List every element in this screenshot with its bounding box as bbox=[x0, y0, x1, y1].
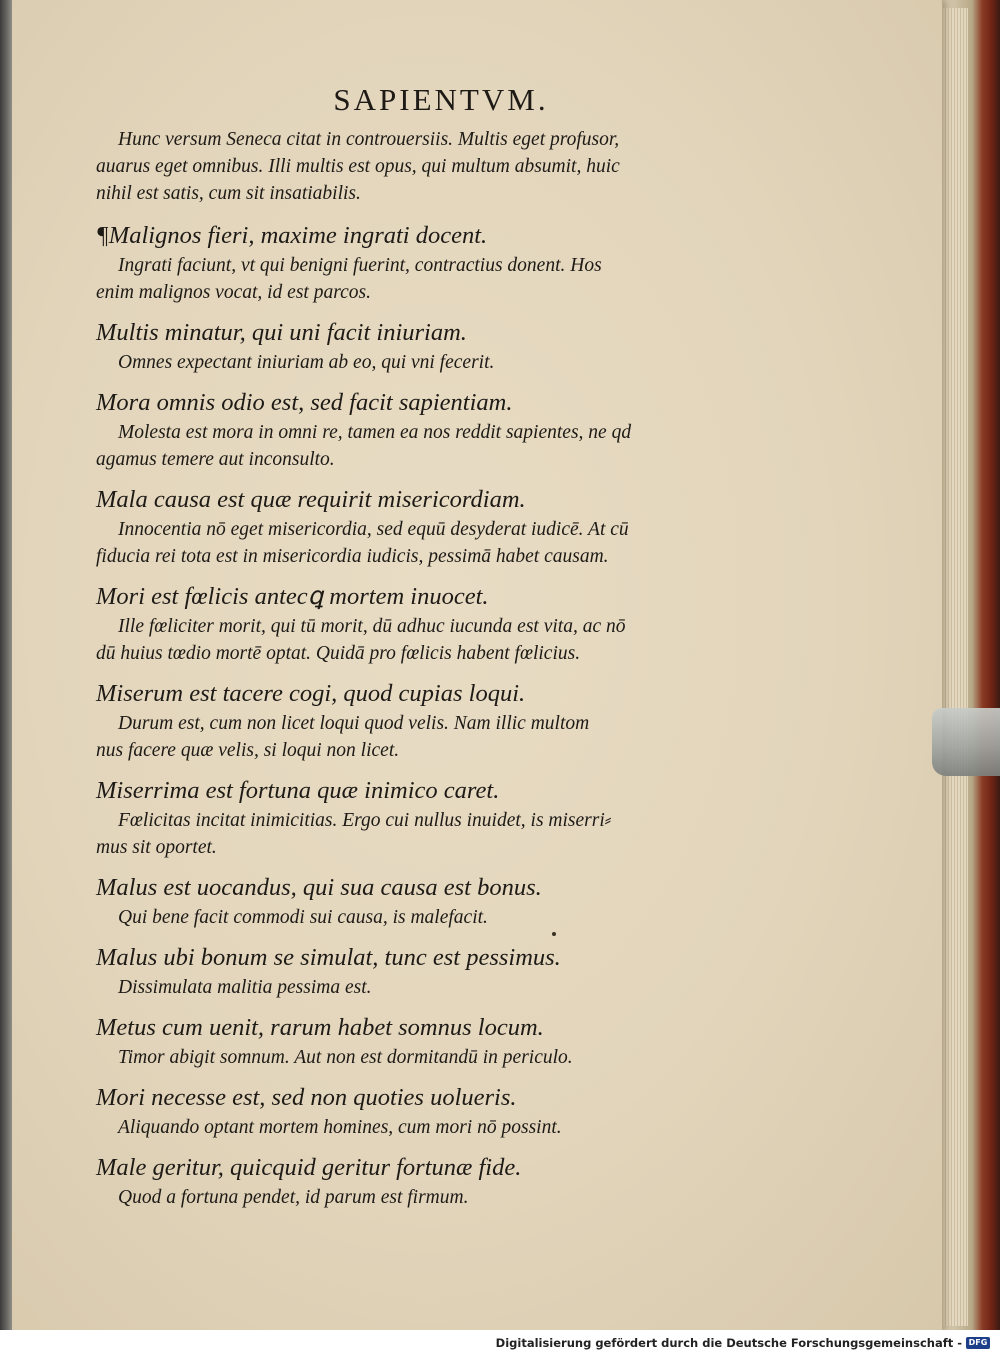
proverb-heading: Malus ubi bonum se simulat, tunc est pessimus. bbox=[96, 944, 561, 971]
gloss-line: Timor abigit somnum. Aut non est dormitandū in periculo. bbox=[118, 1047, 573, 1068]
proverb-heading: Mori est fœlicis antecꝗ mortem inuocet. bbox=[96, 583, 489, 610]
gloss-line: Omnes expectant iniuriam ab eo, qui vni fecerit. bbox=[118, 352, 495, 373]
proverb-entry bbox=[96, 774, 756, 861]
proverb-entry bbox=[96, 871, 756, 931]
proverb-heading: ¶Malignos fieri, maxime ingrati docent. bbox=[96, 222, 488, 249]
bookmark-clip bbox=[932, 708, 1000, 776]
gloss-line: agamus temere aut inconsulto. bbox=[96, 449, 335, 470]
proverb-gloss bbox=[96, 252, 756, 306]
proverb-entry bbox=[96, 580, 756, 667]
gloss-line: fiducia rei tota est in misericordia iudicis, pessimā habet causam. bbox=[96, 546, 609, 567]
ink-speck bbox=[552, 932, 556, 936]
intro-line: Hunc versum Seneca citat in controuersiis. Multis eget profusor, bbox=[118, 129, 620, 150]
proverb-gloss bbox=[96, 613, 756, 667]
proverb-gloss bbox=[96, 1044, 756, 1071]
proverb-heading: Male geritur, quicquid geritur fortunæ fide. bbox=[96, 1154, 522, 1181]
proverb-heading: Mala causa est quæ requirit misericordiam. bbox=[96, 486, 526, 513]
page-content bbox=[96, 82, 756, 1211]
gloss-line: Fœlicitas incitat inimicitias. Ergo cui nullus inuidet, is miserri⸗ bbox=[118, 810, 612, 831]
proverb-gloss bbox=[96, 974, 756, 1001]
proverb-heading: Malus est uocandus, qui sua causa est bonus. bbox=[96, 874, 542, 901]
gloss-line: Innocentia nō eget misericordia, sed equū desyderat iudicē. At cū bbox=[118, 519, 629, 540]
proverb-heading: Multis minatur, qui uni facit iniuriam. bbox=[96, 319, 467, 346]
proverb-gloss bbox=[96, 710, 756, 764]
proverb-heading: Mori necesse est, sed non quoties uolueris. bbox=[96, 1084, 517, 1111]
gloss-line: Durum est, cum non licet loqui quod velis. Nam illic multom bbox=[118, 713, 590, 734]
proverb-gloss bbox=[96, 904, 756, 931]
dfg-logo-icon: DFG bbox=[966, 1337, 990, 1349]
proverb-heading: Metus cum uenit, rarum habet somnus locum. bbox=[96, 1014, 544, 1041]
proverb-gloss bbox=[96, 516, 756, 570]
page-edges bbox=[940, 8, 968, 1326]
gloss-line: Ingrati faciunt, vt qui benigni fuerint, contractius donent. Hos bbox=[118, 255, 602, 276]
proverb-entry bbox=[96, 1151, 756, 1211]
proverb-heading: Miserum est tacere cogi, quod cupias loqui. bbox=[96, 680, 526, 707]
gloss-line: enim malignos vocat, id est parcos. bbox=[96, 282, 371, 303]
gloss-line: Molesta est mora in omni re, tamen ea nos reddit sapientes, ne qd bbox=[118, 422, 632, 443]
footer-bar bbox=[0, 1330, 1000, 1358]
proverb-entry bbox=[96, 386, 756, 473]
proverb-gloss bbox=[96, 807, 756, 861]
gloss-line: Aliquando optant mortem homines, cum mori nō possint. bbox=[118, 1117, 562, 1138]
proverb-heading: Mora omnis odio est, sed facit sapientiam. bbox=[96, 389, 513, 416]
proverb-gloss bbox=[96, 419, 756, 473]
proverb-entry bbox=[96, 1081, 756, 1141]
page-header: SAPIENTVM. bbox=[333, 82, 549, 117]
intro-line: auarus eget omnibus. Illi multis est opus, qui multum absumit, huic bbox=[96, 156, 620, 177]
proverb-entry bbox=[96, 941, 756, 1001]
intro-paragraph bbox=[96, 126, 756, 207]
proverb-entry bbox=[96, 219, 756, 306]
intro-line: nihil est satis, cum sit insatiabilis. bbox=[96, 183, 361, 204]
proverb-gloss bbox=[96, 349, 756, 376]
proverb-entry bbox=[96, 483, 756, 570]
proverb-entry bbox=[96, 677, 756, 764]
proverb-entry bbox=[96, 1011, 756, 1071]
proverb-gloss bbox=[96, 1114, 756, 1141]
proverb-gloss bbox=[96, 1184, 756, 1211]
proverb-heading: Miserrima est fortuna quæ inimico caret. bbox=[96, 777, 500, 804]
gloss-line: Quod a fortuna pendet, id parum est firmum. bbox=[118, 1187, 469, 1208]
gloss-line: nus facere quæ velis, si loqui non licet. bbox=[96, 740, 400, 761]
gloss-line: dū huius tœdio mortē optat. Quidā pro fœlicis habent fœlicius. bbox=[96, 643, 581, 664]
proverb-entry bbox=[96, 316, 756, 376]
gloss-line: Ille fœliciter morit, qui tū morit, dū adhuc iucunda est vita, ac nō bbox=[118, 616, 626, 637]
gloss-line: mus sit oportet. bbox=[96, 837, 217, 858]
gloss-line: Qui bene facit commodi sui causa, is malefacit. bbox=[118, 907, 488, 928]
footer-credit: Digitalisierung gefördert durch die Deutsche Forschungsgemeinschaft - bbox=[495, 1336, 962, 1350]
gloss-line: Dissimulata malitia pessima est. bbox=[118, 977, 372, 998]
